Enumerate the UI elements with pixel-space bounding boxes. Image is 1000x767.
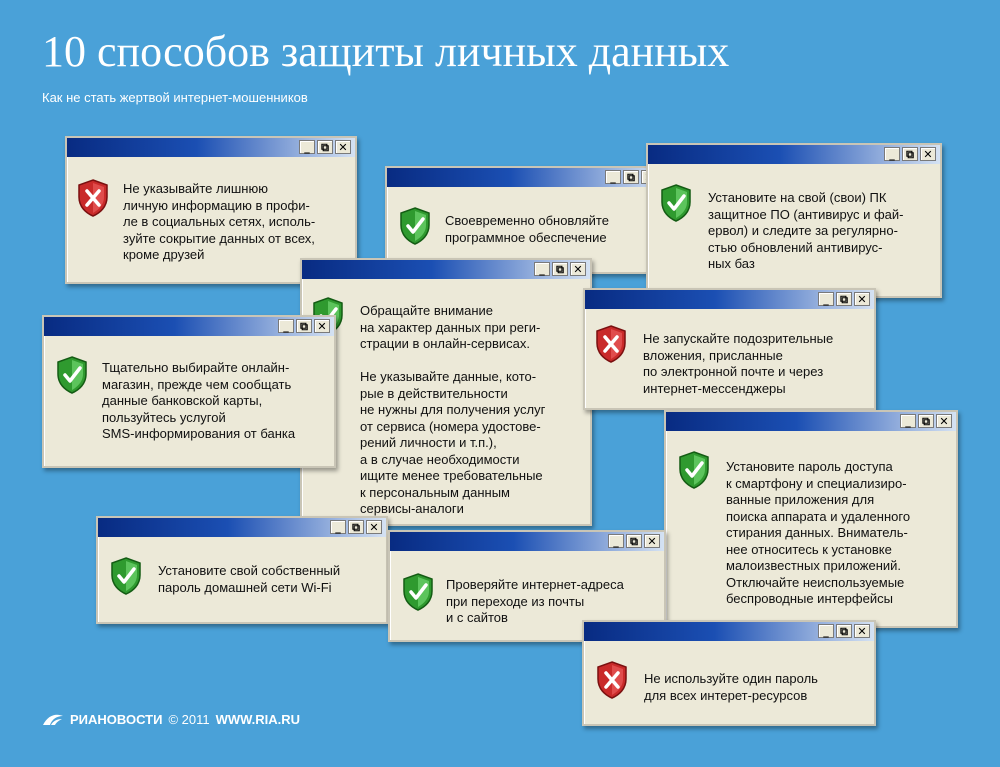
close-button[interactable]: ✕ xyxy=(920,147,936,161)
close-button[interactable]: ✕ xyxy=(570,262,586,276)
footer xyxy=(42,712,300,727)
minimize-button[interactable]: _ xyxy=(884,147,900,161)
check-shield-icon xyxy=(56,356,88,394)
window-titlebar[interactable] xyxy=(387,168,661,187)
restore-button[interactable]: ⧉ xyxy=(623,170,639,184)
window-titlebar[interactable] xyxy=(302,260,590,279)
tip-window-5 xyxy=(42,315,336,468)
tip-text: Не запускайте подозрительные вложения, присланные по электронной почте и через интернет-мессенджеры xyxy=(643,331,834,396)
check-shield-icon xyxy=(678,451,710,489)
minimize-button[interactable]: _ xyxy=(330,520,346,534)
minimize-button[interactable]: _ xyxy=(818,292,834,306)
minimize-button[interactable]: _ xyxy=(605,170,621,184)
check-shield-icon xyxy=(402,573,434,611)
restore-button[interactable]: ⧉ xyxy=(902,147,918,161)
check-shield-icon xyxy=(110,557,142,595)
window-titlebar[interactable] xyxy=(98,518,386,537)
footer-url[interactable]: WWW.RIA.RU xyxy=(215,712,301,727)
footer-brand: РИАНОВОСТИ xyxy=(70,712,163,727)
minimize-button[interactable]: _ xyxy=(900,414,916,428)
close-button[interactable]: ✕ xyxy=(335,140,351,154)
minimize-button[interactable]: _ xyxy=(278,319,294,333)
tip-window-8 xyxy=(96,516,388,624)
check-shield-icon xyxy=(660,184,692,222)
page-subtitle: Как не стать жертвой интернет-мошенников xyxy=(42,90,308,105)
tip-text: Проверяйте интернет-адреса при переходе из почты и с сайтов xyxy=(446,577,624,625)
window-titlebar[interactable] xyxy=(390,532,664,551)
tip-text: Своевременно обновляйте программное обеспечение xyxy=(445,213,609,245)
restore-button[interactable]: ⧉ xyxy=(836,624,852,638)
ria-logo-icon xyxy=(42,713,64,727)
footer-copyright: © 2011 xyxy=(168,712,210,727)
close-button[interactable]: ✕ xyxy=(854,292,870,306)
page-title: 10 способов защиты личных данных xyxy=(42,27,730,76)
close-button[interactable]: ✕ xyxy=(366,520,382,534)
warning-shield-icon xyxy=(595,325,627,363)
close-button[interactable]: ✕ xyxy=(854,624,870,638)
restore-button[interactable]: ⧉ xyxy=(918,414,934,428)
tip-text: Тщательно выбирайте онлайн- магазин, прежде чем сообщать данные банковской карты, пользуйтесь услугой SMS-информирования от банка xyxy=(102,360,296,441)
restore-button[interactable]: ⧉ xyxy=(296,319,312,333)
tip-window-3 xyxy=(646,143,942,298)
tip-text: Установите на свой (свои) ПК защитное ПО (антивирус и фай- ервол) и следите за регулярно- стью обновлений антивирус- ных баз xyxy=(708,190,904,271)
restore-button[interactable]: ⧉ xyxy=(626,534,642,548)
close-button[interactable]: ✕ xyxy=(314,319,330,333)
window-titlebar[interactable] xyxy=(584,622,874,641)
tip-window-6 xyxy=(583,288,876,410)
tip-window-10 xyxy=(582,620,876,726)
window-titlebar[interactable] xyxy=(44,317,334,336)
tip-text: Не указывайте лишнюю личную информацию в профи- ле в социальных сетях, исполь- зуйте сокрытие данных от всех, кроме друзей xyxy=(123,181,316,262)
window-titlebar[interactable] xyxy=(67,138,355,157)
warning-shield-icon xyxy=(77,179,109,217)
close-button[interactable]: ✕ xyxy=(936,414,952,428)
minimize-button[interactable]: _ xyxy=(608,534,624,548)
minimize-button[interactable]: _ xyxy=(818,624,834,638)
tip-text: Обращайте внимание на характер данных при реги- страции в онлайн-сервисах. Не указывайте данные, кото- рые в действительности не нужны для получения услуг от сервиса (номера удостове- рений личности и т.п.), а в случае необходимости ищите менее требовательные к персональным данным сервисы-аналоги xyxy=(360,303,546,516)
tip-text: Установите пароль доступа к смартфону и специализиро- ванные приложения для поиска аппарата и удаленного стирания данных. Вниматель- нее относитесь к установке малоизвестных приложений. Отключайте неиспользуемые беспроводные интерфейсы xyxy=(726,459,911,606)
restore-button[interactable]: ⧉ xyxy=(836,292,852,306)
window-titlebar[interactable] xyxy=(648,145,940,164)
tip-window-4 xyxy=(300,258,592,526)
window-titlebar[interactable] xyxy=(585,290,874,309)
tip-text: Установите свой собственный пароль домашней сети Wi-Fi xyxy=(158,563,341,595)
restore-button[interactable]: ⧉ xyxy=(317,140,333,154)
close-button[interactable]: ✕ xyxy=(644,534,660,548)
tip-text: Не используйте один пароль для всех интерет-ресурсов xyxy=(644,671,818,703)
restore-button[interactable]: ⧉ xyxy=(348,520,364,534)
window-titlebar[interactable] xyxy=(666,412,956,431)
minimize-button[interactable]: _ xyxy=(299,140,315,154)
warning-shield-icon xyxy=(596,661,628,699)
tip-window-7 xyxy=(664,410,958,628)
restore-button[interactable]: ⧉ xyxy=(552,262,568,276)
minimize-button[interactable]: _ xyxy=(534,262,550,276)
check-shield-icon xyxy=(399,207,431,245)
